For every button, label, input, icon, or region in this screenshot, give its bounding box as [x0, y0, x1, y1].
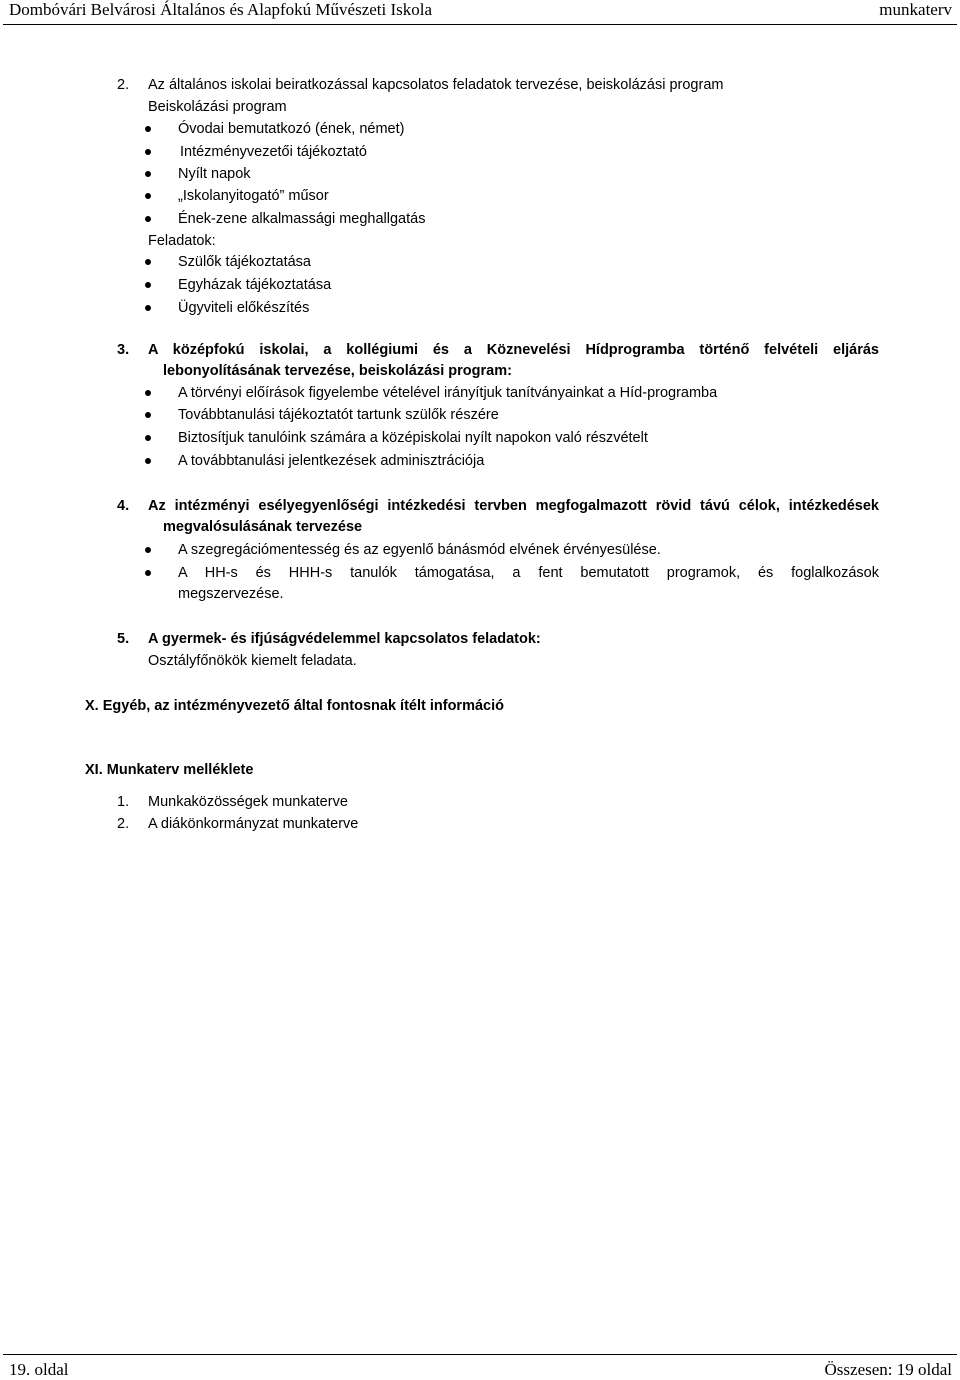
- footer-divider: [3, 1354, 957, 1355]
- section-4-title-cont: megvalósulásának tervezése: [163, 519, 363, 535]
- header-divider: [3, 24, 957, 25]
- page-footer: [0, 1360, 960, 1380]
- list-item: „Iskolanyitogató” műsor: [178, 188, 329, 204]
- list-item: Szülők tájékoztatása: [178, 254, 311, 270]
- section-2-title: Az általános iskolai beiratkozással kapcsolatos feladatok tervezése, beiskolázási program: [148, 77, 724, 93]
- section-3-title-cont: lebonyolításának tervezése, beiskolázási program:: [163, 363, 512, 379]
- list-item: Ének-zene alkalmassági meghallgatás: [178, 211, 426, 227]
- list-item: A továbbtanulási jelentkezések adminisztrációja: [178, 453, 485, 469]
- section-5-title: A gyermek- és ifjúságvédelemmel kapcsolatos feladatok:: [148, 631, 541, 647]
- section-5-number: 5.: [117, 631, 130, 647]
- section-2-subtitle: Beiskolázási program: [148, 99, 287, 115]
- section-3-number: 3.: [117, 342, 130, 358]
- attachment-item: A diákönkormányzat munkaterve: [148, 816, 359, 832]
- header-doc-title: munkaterv: [879, 0, 952, 19]
- page-header: [0, 0, 960, 24]
- bullet-icon: [145, 458, 151, 464]
- bullet-icon: [145, 435, 151, 441]
- bullet-icon: [145, 171, 151, 177]
- bullet-icon: [145, 390, 151, 396]
- bullet-icon: [145, 305, 151, 311]
- attachment-item: Munkaközösségek munkaterve: [148, 794, 348, 810]
- bullet-icon: [145, 547, 151, 553]
- section-x-title: X. Egyéb, az intézményvezető által fontosnak ítélt információ: [85, 698, 504, 714]
- list-item: Óvodai bemutatkozó (ének, német): [178, 121, 405, 137]
- bullet-icon: [145, 126, 151, 132]
- page-total: Összesen: 19 oldal: [824, 1360, 952, 1379]
- list-item: Ügyviteli előkészítés: [178, 300, 310, 316]
- bullet-icon: [145, 412, 151, 418]
- bullet-icon: [145, 259, 151, 265]
- attachment-number: 1.: [117, 794, 130, 810]
- page-number: 19. oldal: [9, 1360, 69, 1379]
- header-school-name: Dombóvári Belvárosi Általános és Alapfokú Művészeti Iskola: [9, 0, 433, 19]
- section-4-title: Az intézményi esélyegyenlőségi intézkedési tervben megfogalmazott rövid távú célok, intézkedések: [148, 498, 879, 514]
- list-item-cont: megszervezése.: [178, 586, 284, 602]
- bullet-icon: [145, 282, 151, 288]
- list-item: Egyházak tájékoztatása: [178, 277, 332, 293]
- bullet-icon: [145, 149, 151, 155]
- section-5-text: Osztályfőnökök kiemelt feladata.: [148, 653, 357, 669]
- bullet-icon: [145, 193, 151, 199]
- bullet-icon: [145, 570, 151, 576]
- section-xi-title: XI. Munkaterv melléklete: [85, 762, 254, 778]
- list-item: A HH-s és HHH-s tanulók támogatása, a fent bemutatott programok, és foglalkozások: [178, 565, 879, 581]
- list-item: Biztosítjuk tanulóink számára a középiskolai nyílt napokon való részvételt: [178, 430, 648, 446]
- list-item: A törvényi előírások figyelembe vételével irányítjuk tanítványainkat a Híd-programba: [178, 385, 718, 401]
- list-item: A szegregációmentesség és az egyenlő bánásmód elvének érvényesülése.: [178, 542, 661, 558]
- section-2-number: 2.: [117, 77, 130, 93]
- list-item: Intézményvezetői tájékoztató: [180, 144, 367, 160]
- section-3-title: A középfokú iskolai, a kollégiumi és a Köznevelési Hídprogramba történő felvételi eljárás: [148, 342, 879, 358]
- tasks-label: Feladatok:: [148, 233, 216, 249]
- bullet-icon: [145, 216, 151, 222]
- section-4-number: 4.: [117, 498, 130, 514]
- list-item: Továbbtanulási tájékoztatót tartunk szülők részére: [178, 407, 499, 423]
- attachment-number: 2.: [117, 816, 130, 832]
- list-item: Nyílt napok: [178, 166, 251, 182]
